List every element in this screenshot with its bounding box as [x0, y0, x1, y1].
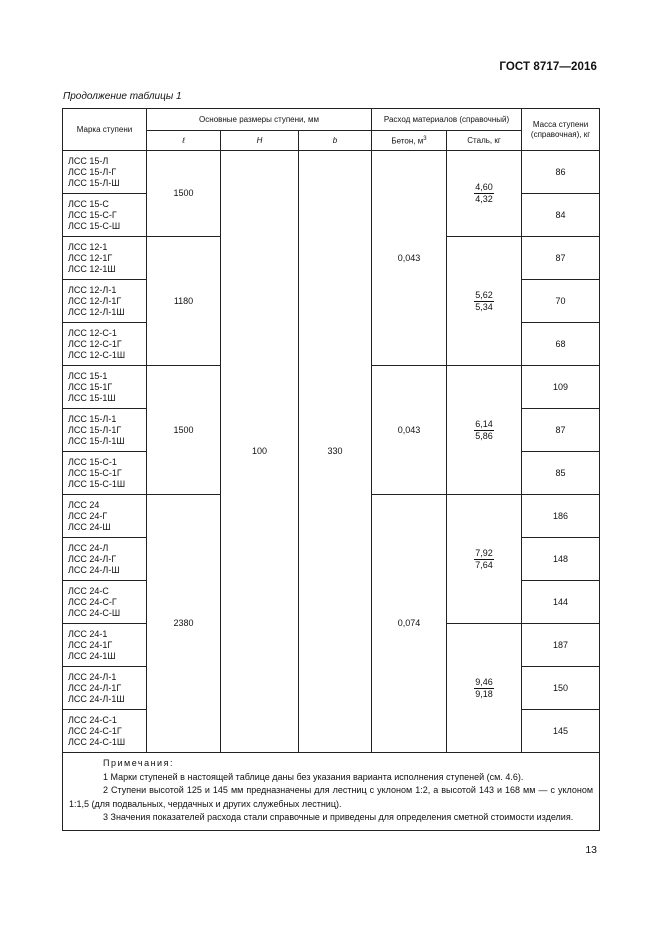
table-notes [63, 753, 600, 831]
mark-cell: ЛСС 15-С ЛСС 15-С-Г ЛСС 15-С-Ш [63, 194, 147, 237]
page-number: 13 [585, 844, 597, 856]
mark-cell: ЛСС 24 ЛСС 24-Г ЛСС 24-Ш [63, 495, 147, 538]
table-caption: Продолжение таблицы 1 [63, 91, 182, 102]
mass-cell: 85 [522, 452, 600, 495]
mark-cell: ЛСС 24-С-1 ЛСС 24-С-1Г ЛСС 24-С-1Ш [63, 710, 147, 753]
mark-cell: ЛСС 24-Л-1 ЛСС 24-Л-1Г ЛСС 24-Л-1Ш [63, 667, 147, 710]
length-cell: 1500 [147, 151, 221, 237]
mass-cell: 87 [522, 237, 600, 280]
mass-cell: 87 [522, 409, 600, 452]
steel-cell: $\frac{4,60}{4,32}$ [447, 151, 522, 237]
length-cell: 1500 [147, 366, 221, 495]
width-cell: 330 [299, 151, 372, 753]
mark-cell: ЛСС 12-1 ЛСС 12-1Г ЛСС 12-1Ш [63, 237, 147, 280]
mass-cell: 187 [522, 624, 600, 667]
header-mark: Марка ступени [63, 109, 147, 151]
mark-cell: ЛСС 15-С-1 ЛСС 15-С-1Г ЛСС 15-С-1Ш [63, 452, 147, 495]
header-length: ℓ [147, 131, 221, 151]
mark-cell: ЛСС 15-Л ЛСС 15-Л-Г ЛСС 15-Л-Ш [63, 151, 147, 194]
mark-cell: ЛСС 24-Л ЛСС 24-Л-Г ЛСС 24-Л-Ш [63, 538, 147, 581]
steel-cell: $\frac{6,14}{5,86}$ [447, 366, 522, 495]
steps-table [62, 108, 600, 831]
mark-cell: ЛСС 15-Л-1 ЛСС 15-Л-1Г ЛСС 15-Л-1Ш [63, 409, 147, 452]
mass-cell: 70 [522, 280, 600, 323]
header-steel: Сталь, кг [447, 131, 522, 151]
mark-cell: ЛСС 24-1 ЛСС 24-1Г ЛСС 24-1Ш [63, 624, 147, 667]
steel-cell: $\frac{9,46}{9,18}$ [447, 624, 522, 753]
mark-cell: ЛСС 15-1 ЛСС 15-1Г ЛСС 15-1Ш [63, 366, 147, 409]
mass-cell: 84 [522, 194, 600, 237]
concrete-cell: 0,074 [372, 495, 447, 753]
header-width: b [299, 131, 372, 151]
mass-cell: 150 [522, 667, 600, 710]
mass-cell: 109 [522, 366, 600, 409]
header-height: H [221, 131, 299, 151]
height-cell: 100 [221, 151, 299, 753]
notes-title: Примечания: [103, 758, 174, 768]
header-materials: Расход материалов (справочный) [372, 109, 522, 131]
mass-cell: 145 [522, 710, 600, 753]
mass-cell: 144 [522, 581, 600, 624]
length-cell: 2380 [147, 495, 221, 753]
mark-cell: ЛСС 12-Л-1 ЛСС 12-Л-1Г ЛСС 12-Л-1Ш [63, 280, 147, 323]
note-item: 2 Ступени высотой 125 и 145 мм предназначены для лестниц с уклоном 1:2, а высотой 143 и 168 мм — с уклоном 1:1,5 (для подвальных, чердачных и других служебных лестниц). [69, 785, 594, 809]
length-cell: 1180 [147, 237, 221, 366]
header-mass: Масса ступени (справочная), кг [522, 109, 600, 151]
mark-cell: ЛСС 24-С ЛСС 24-С-Г ЛСС 24-С-Ш [63, 581, 147, 624]
mass-cell: 186 [522, 495, 600, 538]
concrete-cell: 0,043 [372, 366, 447, 495]
header-dimensions: Основные размеры ступени, мм [147, 109, 372, 131]
note-item: 3 Значения показателей расхода стали справочные и приведены для определения сметной стоимости изделия. [103, 812, 574, 822]
header-concrete: Бетон, $м^3$ [372, 131, 447, 151]
mass-cell: 148 [522, 538, 600, 581]
mass-cell: 68 [522, 323, 600, 366]
note-item: 1 Марки ступеней в настоящей таблице даны без указания варианта исполнения ступеней (см. 4.6). [103, 771, 524, 782]
document-header: ГОСТ 8717—2016 [499, 61, 597, 73]
mark-cell: ЛСС 12-С-1 ЛСС 12-С-1Г ЛСС 12-С-1Ш [63, 323, 147, 366]
steel-cell: $\frac{7,92}{7,64}$ [447, 495, 522, 624]
concrete-cell: 0,043 [372, 151, 447, 366]
mass-cell: 86 [522, 151, 600, 194]
steel-cell: $\frac{5,62}{5,34}$ [447, 237, 522, 366]
